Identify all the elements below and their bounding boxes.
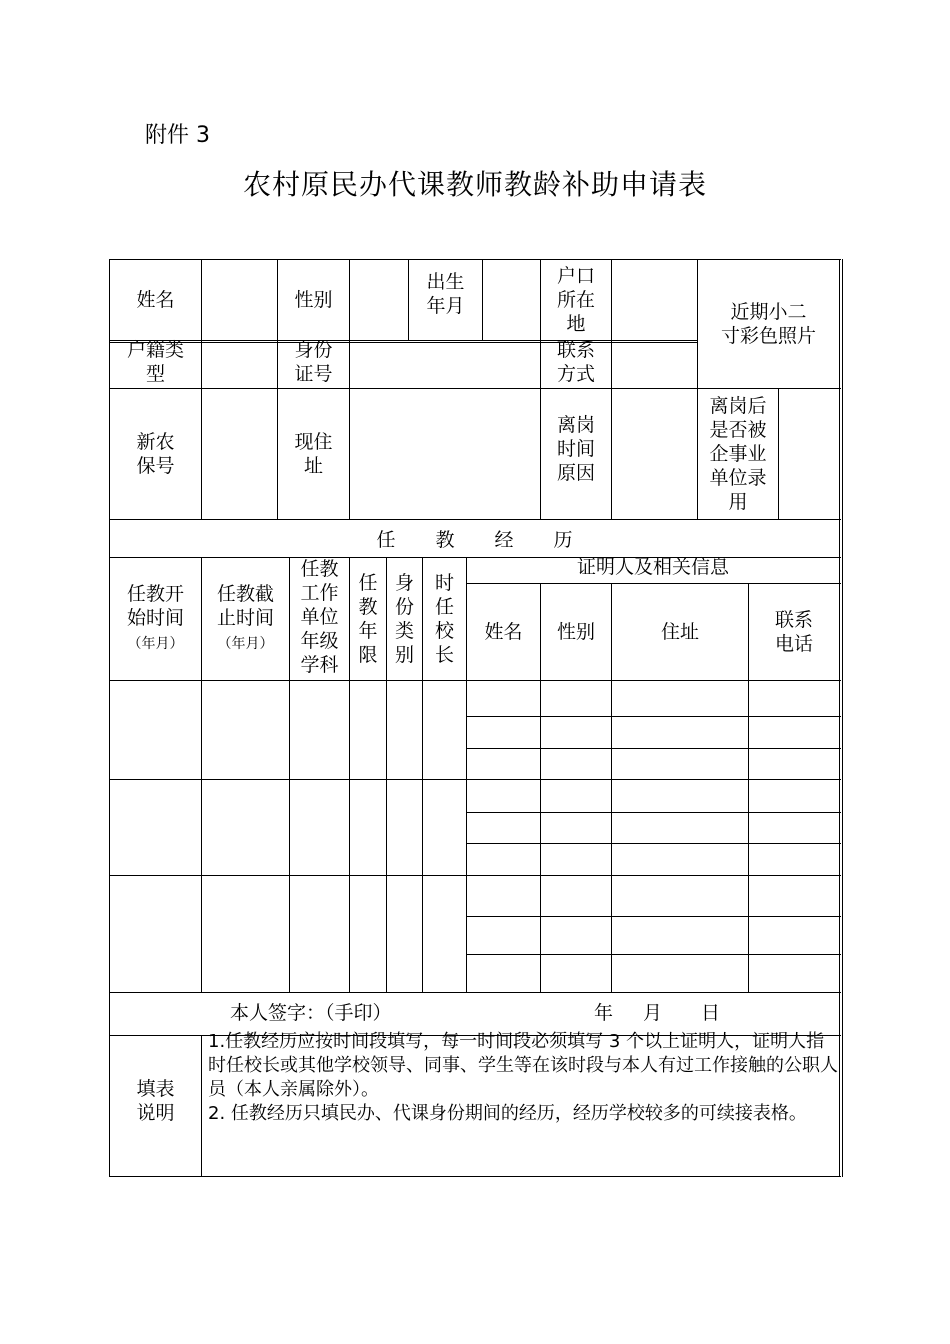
attachment-label: 附件 3 bbox=[145, 123, 210, 148]
witness-phone-header: 联系 电话 bbox=[774, 609, 813, 655]
principal-header: 时 任 校 长 bbox=[434, 572, 454, 666]
row-line bbox=[466, 748, 841, 749]
identity-type-header: 身 份 类 别 bbox=[394, 572, 414, 666]
photo-placeholder: 近期小二 寸彩色照片 bbox=[720, 301, 816, 347]
signature-day: 日 bbox=[701, 1002, 721, 1024]
row-line bbox=[466, 954, 841, 955]
col-line bbox=[482, 259, 483, 341]
name-label: 姓名 bbox=[136, 289, 175, 311]
instructions-text bbox=[208, 1030, 838, 1126]
row-line bbox=[109, 779, 841, 780]
gender-label: 性别 bbox=[294, 289, 333, 311]
end-time-header: 任教截 止时间 （年月） bbox=[216, 583, 274, 652]
row-line bbox=[466, 812, 841, 813]
row-line bbox=[109, 992, 841, 993]
signature-month: 月 bbox=[643, 1002, 663, 1024]
teaching-history-section-title: 任 教 经 历 bbox=[376, 529, 573, 551]
hukou-type-label: 户籍类 型 bbox=[126, 339, 184, 385]
employed-after-leave-label: 离岗后 是否被 企事业 单位录 用 bbox=[709, 395, 767, 513]
witness-name-header: 姓名 bbox=[484, 621, 523, 643]
leave-reason-label: 离岗 时间 原因 bbox=[556, 414, 595, 484]
signature-label: 本人签字：（手印） bbox=[230, 1002, 392, 1024]
col-line bbox=[349, 259, 350, 519]
insurance-number-label: 新农 保号 bbox=[136, 431, 175, 477]
instruction-line-2: 2. 任教经历只填民办、代课身份期间的经历，经历学校较多的可续接表格。 bbox=[208, 1103, 807, 1124]
start-time-header: 任教开 始时间 （年月） bbox=[126, 583, 184, 652]
instruction-line-1: 1.任教经历应按时间段填写，每一时间段必须填写 3 个以上证明人，证明人指时任校长或其他学校领导、同事、学生等在该时段与本人有过工作接触的公职人员（本人亲属除外）。 bbox=[208, 1031, 838, 1100]
witness-gender-header: 性别 bbox=[556, 621, 595, 643]
id-number-label: 身份 证号 bbox=[294, 339, 333, 385]
col-line bbox=[201, 1035, 202, 1176]
witness-info-header: 证明人及相关信息 bbox=[576, 556, 729, 578]
row-line bbox=[109, 680, 841, 681]
instructions-label: 填表 说明 bbox=[136, 1078, 175, 1124]
witness-address-header: 住址 bbox=[660, 621, 699, 643]
page-title: 农村原民办代课教师教龄补助申请表 bbox=[242, 168, 707, 201]
row-line bbox=[466, 716, 841, 717]
contact-label: 联系 方式 bbox=[556, 339, 595, 385]
col-line bbox=[778, 388, 779, 519]
table-border-bottom bbox=[109, 1176, 841, 1177]
table-border-right-double bbox=[842, 259, 843, 1177]
signature-year: 年 bbox=[594, 1002, 614, 1024]
row-line bbox=[466, 843, 841, 844]
teaching-years-header: 任 教 年 限 bbox=[358, 572, 378, 666]
unit-grade-subject-header: 任教 工作 单位 年级 学科 bbox=[300, 558, 339, 676]
address-label: 现住 址 bbox=[294, 431, 333, 477]
birth-label: 出生 年月 bbox=[426, 271, 465, 317]
col-line bbox=[611, 259, 612, 519]
hukou-location-label: 户口 所在 地 bbox=[556, 265, 595, 335]
row-line bbox=[466, 916, 841, 917]
row-line bbox=[109, 875, 841, 876]
table-border-right bbox=[839, 259, 840, 1177]
col-line bbox=[201, 259, 202, 519]
